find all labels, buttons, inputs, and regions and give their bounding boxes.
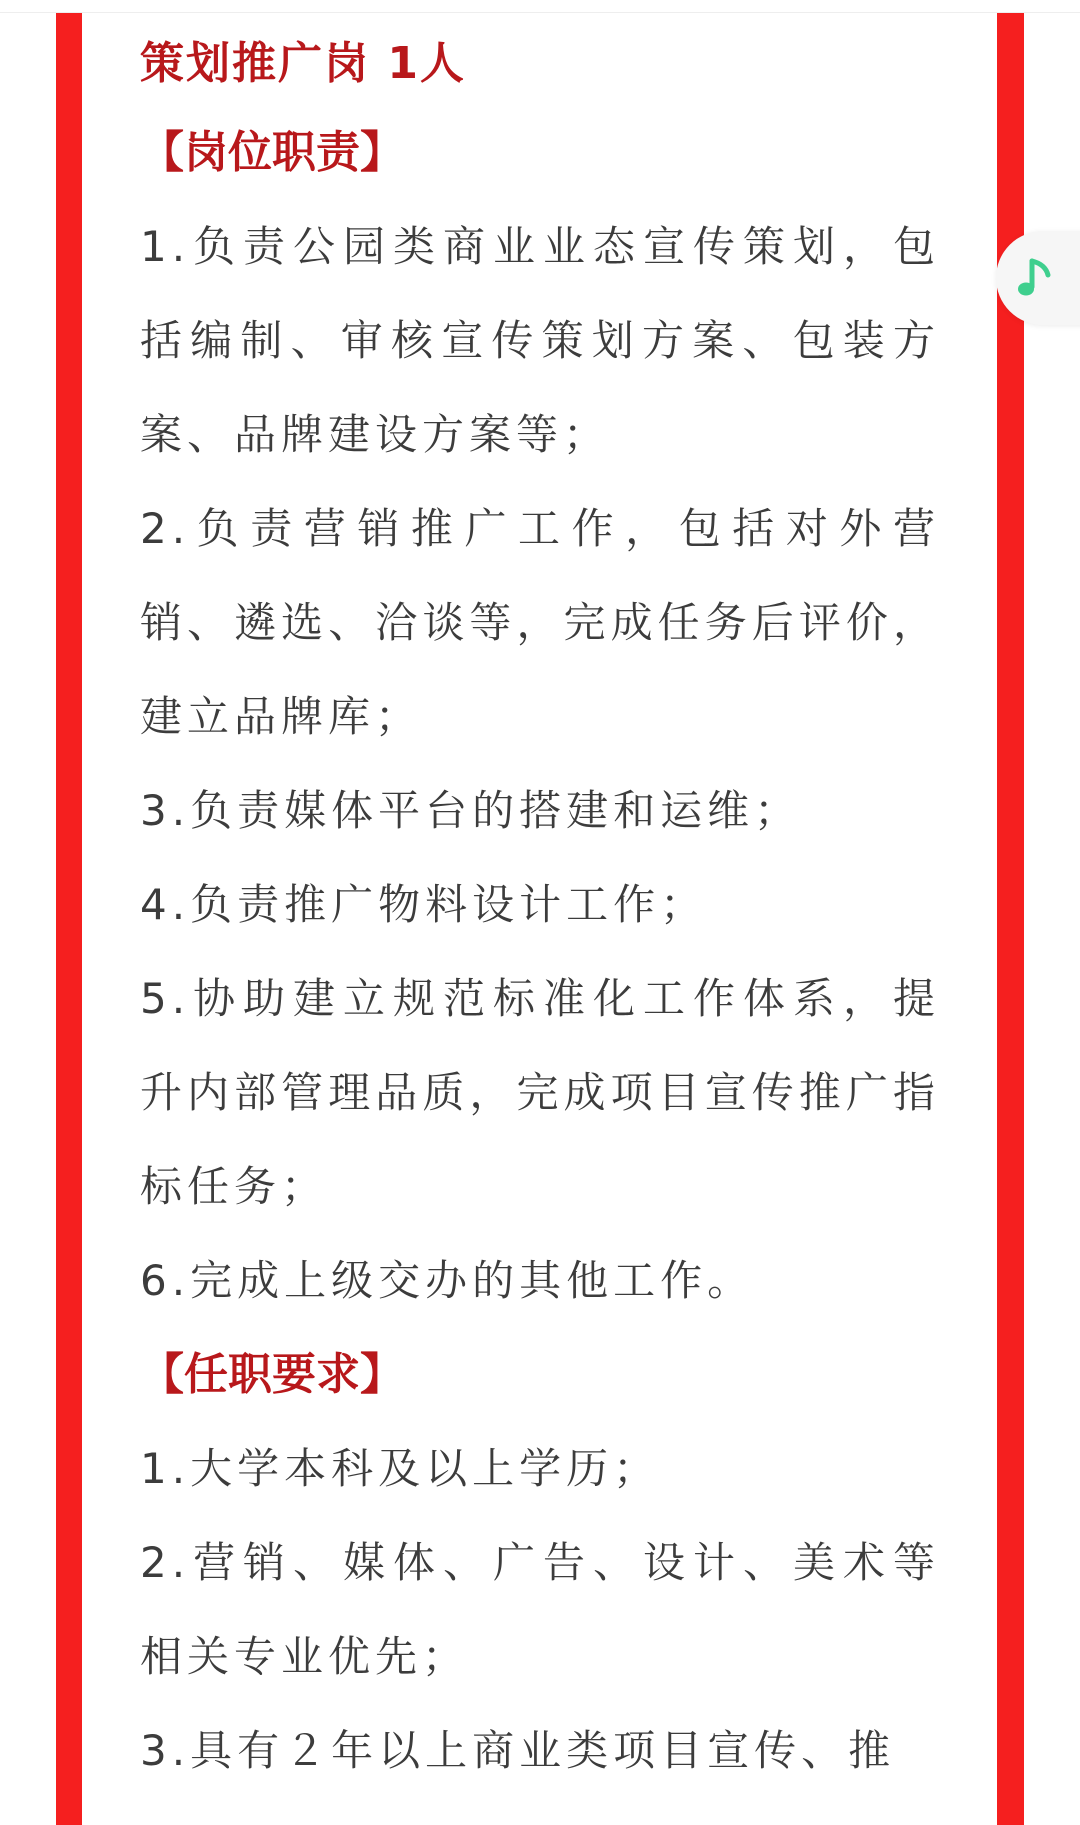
duties-section — [140, 106, 940, 1328]
duty-item: 5.协助建立规范标准化工作体系，提升内部管理品质，完成项目宣传推广指标任务； — [140, 974, 940, 1211]
duty-item: 6.完成上级交办的其他工作。 — [140, 1256, 755, 1305]
requirements-section — [140, 1328, 940, 1798]
red-frame-left — [56, 13, 82, 1825]
duties-heading: 【岗位职责】 — [140, 127, 404, 178]
duty-item: 4.负责推广物料设计工作； — [140, 880, 708, 929]
article-content — [140, 22, 940, 1798]
duty-item: 2.负责营销推广工作，包括对外营销、遴选、洽谈等，完成任务后评价，建立品牌库； — [140, 504, 940, 741]
duty-item: 1.负责公园类商业业态宣传策划，包括编制、审核宣传策划方案、包装方案、品牌建设方案等； — [140, 222, 940, 459]
requirement-item: 2.营销、媒体、广告、设计、美术等相关专业优先； — [140, 1538, 940, 1681]
top-divider — [0, 12, 1080, 13]
music-player-button[interactable] — [996, 231, 1080, 325]
requirement-item: 1.大学本科及以上学历； — [140, 1444, 661, 1493]
job-title: 策划推广岗 1人 — [140, 38, 466, 89]
music-note-icon — [1016, 255, 1056, 301]
requirement-item: 3.具有２年以上商业类项目宣传、推 — [140, 1726, 896, 1775]
requirements-heading: 【任职要求】 — [140, 1349, 404, 1400]
duty-item: 3.负责媒体平台的搭建和运维； — [140, 786, 802, 835]
